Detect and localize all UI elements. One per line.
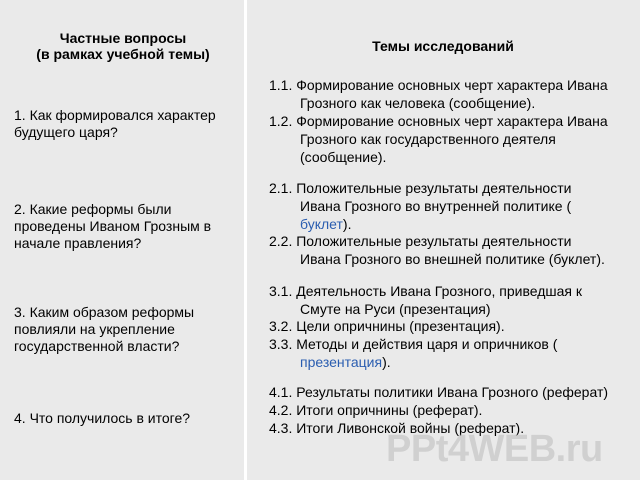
presentation-link[interactable]: презентация (300, 354, 383, 370)
topic-3-3-line2 (269, 353, 639, 371)
site-watermark: PPt4WEB.ru (386, 428, 603, 470)
topic-3-3-line1: 3.3. Методы и действия царя и опричников ( (269, 336, 558, 352)
topic-1-1 (269, 76, 639, 112)
question-2-line1: 2. Какие реформы были (14, 201, 172, 217)
topic-2-1-line2: Ивана Грозного во внутренней политике ( (300, 198, 572, 214)
topics-header: Темы исследований (372, 38, 514, 54)
topic-4-3-line1: 4.3. Итоги Ливонской войны (реферат). (269, 420, 525, 436)
question-4 (14, 410, 244, 427)
topic-4-2-line1: 4.2. Итоги опричнины (реферат). (269, 402, 483, 418)
topic-3-2-line1: 3.2. Цели опричнины (презентация). (269, 318, 505, 334)
question-2-line3: начале правления? (14, 235, 142, 251)
topic-3-2 (269, 317, 639, 335)
column-divider (244, 0, 247, 480)
question-4-line1: 4. Что получилось в итоге? (14, 410, 191, 426)
topic-2-1-line1: 2.1. Положительные результаты деятельности (269, 180, 572, 196)
topic-3-1-line2: Смуте на Руси (презентация) (300, 301, 491, 317)
question-3-line3: государственной власти? (14, 338, 180, 354)
topic-1-1-line2: Грозного как человека (сообщение). (300, 95, 536, 111)
question-2 (14, 201, 244, 252)
question-3 (14, 304, 244, 355)
topic-3-1 (269, 282, 639, 318)
booklet-link[interactable]: буклет (300, 216, 343, 232)
questions-header-line1: Частные вопросы (59, 30, 187, 46)
topic-2-1 (269, 179, 639, 233)
topic-1-1-line1: 1.1. Формирование основных черт характера Ивана (269, 77, 608, 93)
topic-2-1-line3 (269, 215, 639, 233)
question-1-line1: 1. Как формировался характер (14, 107, 216, 123)
topic-2-2-line1: 2.2. Положительные результаты деятельности (269, 233, 572, 249)
topic-1-2-line1: 1.2. Формирование основных черт характера Ивана (269, 113, 608, 129)
topic-4-1-line1: 4.1. Результаты политики Ивана Грозного (реферат) (269, 384, 609, 400)
question-1-line2: будущего царя? (14, 124, 118, 140)
question-2-line2: проведены Иваном Грозным в (14, 218, 212, 234)
topic-1-2-line3: (сообщение). (300, 149, 387, 165)
topic-2-2 (269, 232, 639, 268)
topic-1-2-line2: Грозного как государственного деятеля (300, 131, 556, 147)
questions-header-line2: (в рамках учебной темы) (36, 46, 210, 62)
questions-header (0, 30, 246, 62)
topic-3-3 (269, 335, 639, 371)
question-3-line2: повлияли на укрепление (14, 321, 175, 337)
question-3-line1: 3. Каким образом реформы (14, 304, 195, 320)
topic-2-2-line2: Ивана Грозного во внешней политике (буклет). (300, 251, 605, 267)
topic-2-1-tail: ). (342, 216, 352, 232)
topic-4-1 (269, 383, 639, 401)
question-1 (14, 107, 244, 141)
topic-3-1-line1: 3.1. Деятельность Ивана Грозного, приведшая к (269, 283, 583, 299)
topic-4-2 (269, 401, 639, 419)
topic-3-3-tail: ). (382, 354, 391, 370)
topic-1-2 (269, 112, 639, 166)
